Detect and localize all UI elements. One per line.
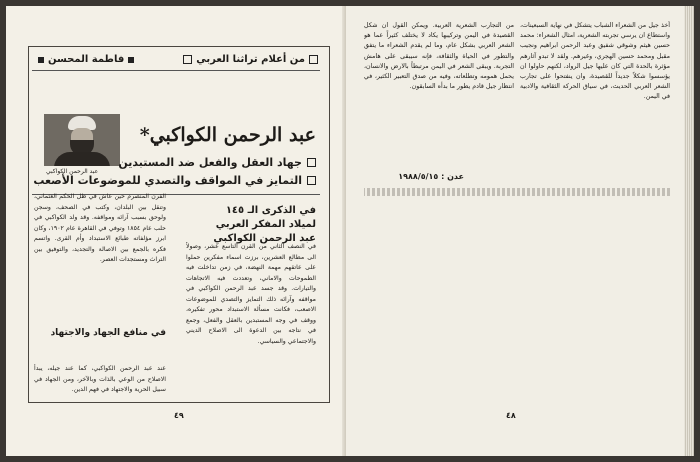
article-signature: عدن : ١٩٨٨/٥/١٥ <box>398 172 464 181</box>
article-column-2: من التجارب الشعرية العربية. ويمكن القول ان شكل القصيدة في اليمن وتركيبها يكاد لا يختلف كثيراً عما هو الشعر العربي بشكل عام، وما لم يقدم الشعراء ما يتفق والتطور في الحياة والثقافة، فإنه سيبقى على هامش التجربة. ويبقى الشعر في اليمن مرتبطاً بالارض والانسان، يحمل همومه وتطلعاته، وفيه من صدق التعبير الكثير، في انتظار جيل قادم يطور ما بدأه السابقون. <box>364 22 514 91</box>
page-number-right: ٤٨ <box>506 411 516 420</box>
article-column-right: في النصف الثاني من القرن التاسع عشر، وصولاً الى مطالع العشرين، برزت اسماء مفكرين حملوا على عاتقهم مهمة النهضة، في زمن تداخلت فيه الطموحات والاماني، وتعددت فيه الاتجاهات والتيارات. وقد جسد عبد الرحمن الكواكبي في مواقفه وآرائه ذلك التمايز والتصدي للموضوعات الاصعب، فكانت مسألة الاستبداد محور تفكيره، ووقف في وجه المستبدين بالعقل والفعل، وجمع في نتاجه بين الدعوة الى الاصلاح الديني والاجتماعي والسياسي. <box>186 243 316 345</box>
photo-caption: عبد الرحمن الكواكبي <box>46 168 99 175</box>
article-title: عبد الرحمن الكواكبي* <box>139 124 316 146</box>
subtitle-2: التمايز في المواقف والتصدي للموضوعات الأصعب <box>33 174 316 187</box>
section-heading: في منافع الجهاد والاجتهاد <box>50 328 166 338</box>
series-header <box>183 54 318 65</box>
section-text: عند عبد الرحمن الكواكبي، كما عند جيله، يبدأ الاصلاح من الوعي بالذات وبالآخر، ومن الجهاد في سبيل الحرية والاجتهاد في فهم الدين. <box>34 365 166 393</box>
subtitle-1: جهاد العقل والفعل ضد المستبدين <box>118 156 316 169</box>
page-edges <box>684 6 694 456</box>
header-divider <box>32 70 320 71</box>
author-header <box>38 54 134 65</box>
article-intro: في الذكرى الـ ١٤٥ لميلاد المفكر العربي عبد الرحمن الكواكبي <box>213 205 316 244</box>
article-column-1: أخذ جيل من الشعراء الشباب يتشكل في نهاية السبعينات، واستطاع ان يرسي تجربته الشعرية، امثال الشعراء: محمد حسين هيثم وشوقي شفيق وعبد الرحمن ابراهيم ونجيب مقبل ومحمد حسين الهجري، وغيرهم. ولقد لا تبدو آثارهم مؤثرة بالحدة التي كان عليها جيل الرواد، لكنهم حاولوا ان يؤسسوا شكلاً جديداً للقصيدة، وان ينفتحوا على تجارب الشعر العربي الحديث، في سياق الحركة الثقافية والادبية في اليمن. <box>520 22 670 101</box>
right-page <box>346 6 694 456</box>
series-label: من أعلام تراثنا العربي <box>196 54 305 65</box>
ornament-divider <box>364 188 670 196</box>
page-number-left: ٤٩ <box>174 411 184 420</box>
square-bullet-icon <box>307 176 316 185</box>
bullet-icon <box>128 57 134 63</box>
magazine-spread <box>6 6 694 456</box>
bullet-icon <box>38 57 44 63</box>
square-bullet-icon <box>309 55 318 64</box>
square-bullet-icon <box>183 55 192 64</box>
article-column-left: القرن المنصرم حين عاش في ظل الحكم العثماني، وتنقل بين البلدان، وكتب في الصحف، وسجن ولوحق بسبب آرائه ومواقفه. وقد ولد الكواكبي في حلب عام ١٨٥٤ وتوفي في القاهرة عام ١٩٠٢، وكان ابرز مؤلفاته طبائع الاستبداد وأم القرى. واتسم فكره بالجمع بين الاصالة والتجديد، والتوفيق بين التراث ومستجدات العصر. <box>34 193 166 263</box>
square-bullet-icon <box>307 158 316 167</box>
portrait-photo <box>44 114 120 166</box>
author-name: فاطمة المحسن <box>48 54 125 65</box>
left-page <box>6 6 346 456</box>
